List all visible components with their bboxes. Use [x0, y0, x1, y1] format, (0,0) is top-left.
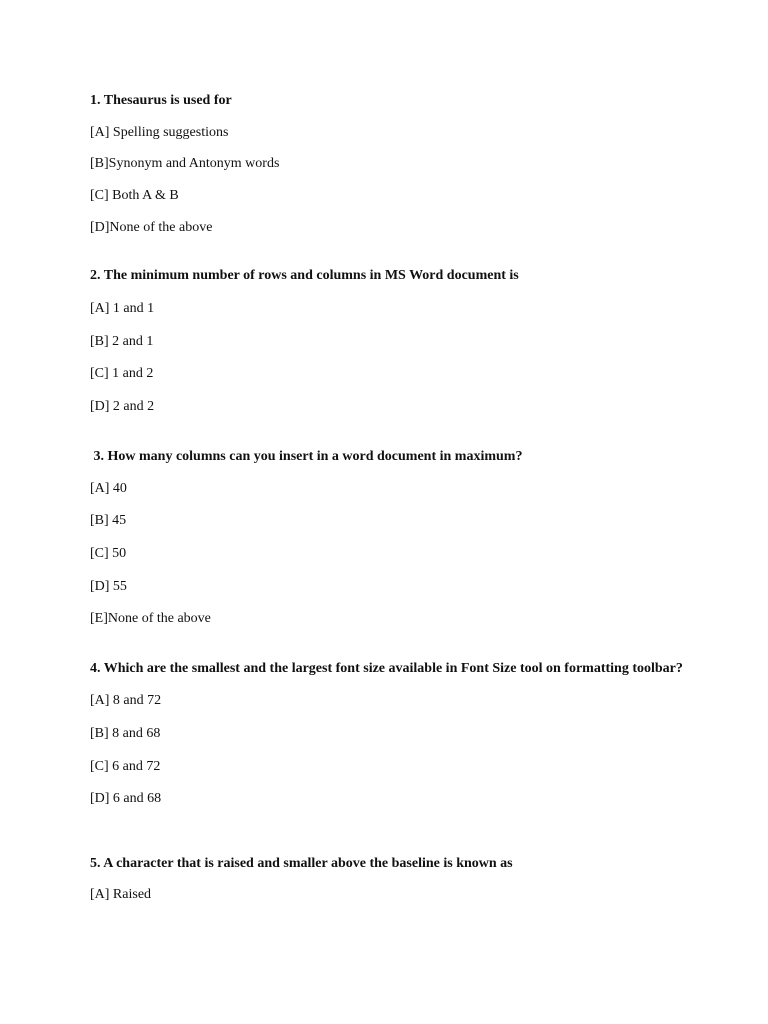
question-1-option-c: [C] Both A & B: [90, 188, 179, 203]
question-2-option-d: [D] 2 and 2: [90, 399, 155, 414]
question-3-option-e: [E]None of the above: [90, 611, 211, 626]
question-3-option-a: [A] 40: [90, 481, 127, 496]
question-4-option-d: [D] 6 and 68: [90, 791, 162, 806]
question-4-text: 4. Which are the smallest and the largest font size available in Font Size tool on formatting toolbar?: [90, 661, 683, 676]
question-5-text: 5. A character that is raised and smaller above the baseline is known as: [90, 856, 513, 871]
question-4-option-c: [C] 6 and 72: [90, 759, 161, 774]
question-1-option-a: [A] Spelling suggestions: [90, 125, 229, 140]
question-5-option-a: [A] Raised: [90, 887, 152, 902]
question-3-text: 3. How many columns can you insert in a word document in maximum?: [90, 449, 523, 464]
question-1-text: 1. Thesaurus is used for: [90, 93, 232, 108]
question-2-option-b: [B] 2 and 1: [90, 334, 154, 349]
question-3-option-b: [B] 45: [90, 513, 127, 528]
question-3-option-d: [D] 55: [90, 579, 127, 594]
question-2-text: 2. The minimum number of rows and columns in MS Word document is: [90, 268, 519, 283]
question-2-option-a: [A] 1 and 1: [90, 301, 155, 316]
question-4-option-b: [B] 8 and 68: [90, 726, 161, 741]
question-1-option-b: [B]Synonym and Antonym words: [90, 156, 280, 171]
question-2-option-c: [C] 1 and 2: [90, 366, 154, 381]
question-4-option-a: [A] 8 and 72: [90, 693, 162, 708]
question-1-option-d: [D]None of the above: [90, 220, 213, 235]
question-3-option-c: [C] 50: [90, 546, 127, 561]
